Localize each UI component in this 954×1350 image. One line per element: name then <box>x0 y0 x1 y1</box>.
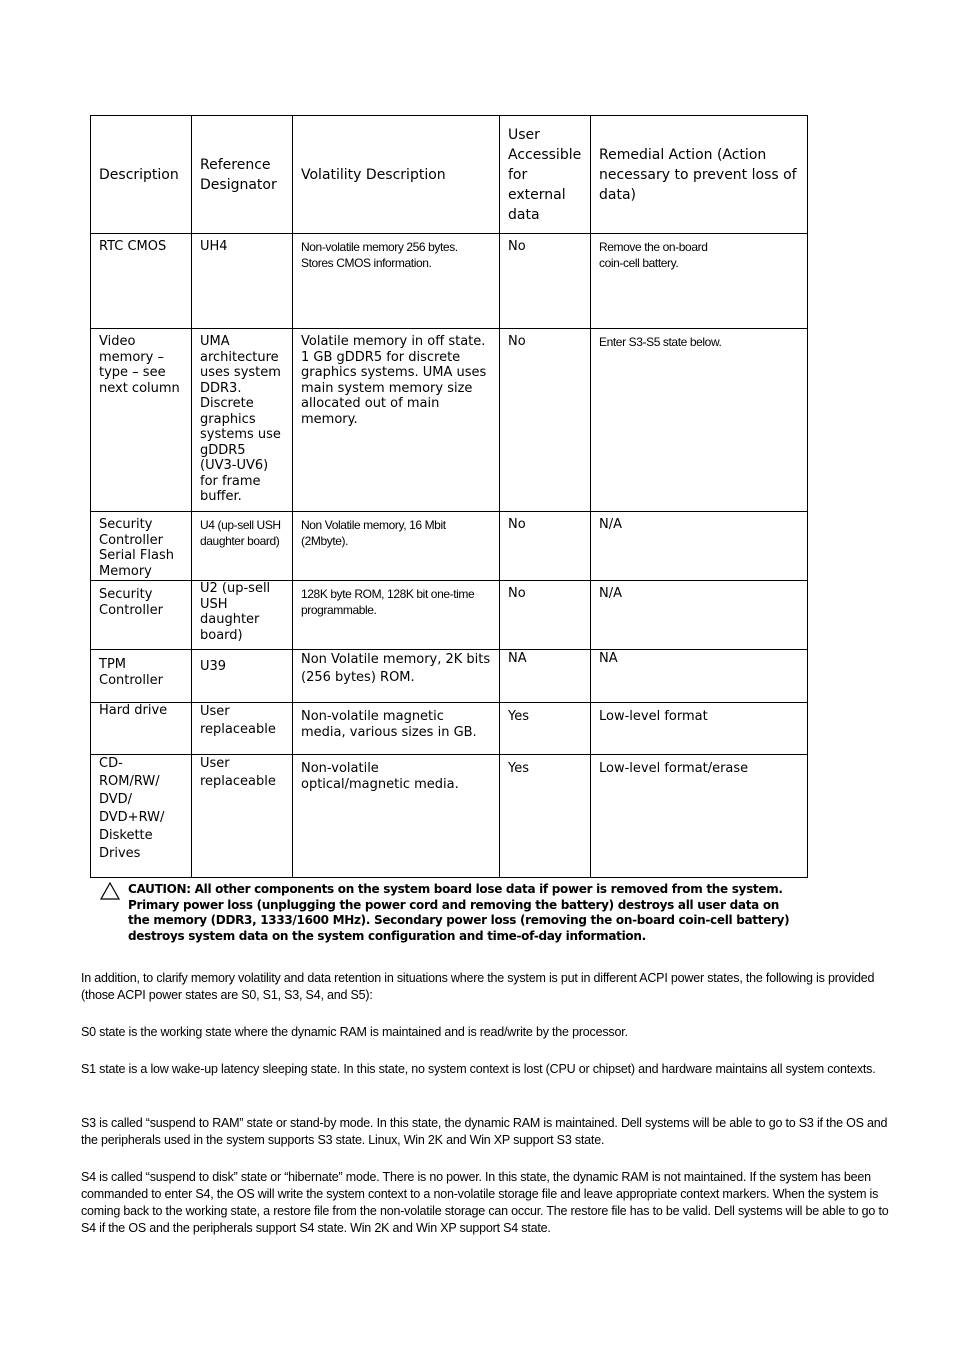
cell-description: Security Controller <box>99 587 163 618</box>
cell-description: Hard drive <box>99 703 168 718</box>
cell-description: Security Controller Serial Flash Memory <box>99 517 174 579</box>
paragraph-s3: S3 is called “suspend to RAM” state or stand-by mode. In this state, the dynamic RAM is maintained. Dell systems will be able to go to S3 if the OS and the peripherals used in the system supports S3 state. Linux, Win 2K and Win XP support S3 state. <box>81 1116 888 1147</box>
header-user-accessible: User Accessible for external data <box>500 116 591 234</box>
cell-user-accessible: Yes <box>508 761 529 776</box>
cell-volatility: 128K byte ROM, 128K bit one-time programmable. <box>301 587 475 617</box>
header-description: Description <box>91 116 192 234</box>
paragraph-s1: S1 state is a low wake-up latency sleeping state. In this state, no system context is lost (CPU or chipset) and hardware maintains all system contexts. <box>81 1062 876 1076</box>
table-row <box>91 581 808 650</box>
cell-volatility: Non-volatile memory 256 bytes. Stores CMOS information. <box>301 240 458 270</box>
cell-volatility: Volatile memory in off state. 1 GB gDDR5 for discrete graphics systems. UMA uses main system memory size allocated out of main memory. <box>301 334 487 427</box>
paragraph-s0: S0 state is the working state where the dynamic RAM is maintained and is read/write by the processor. <box>81 1025 628 1039</box>
caution-text: CAUTION: All other components on the system board lose data if power is removed from the system. Primary power loss (unplugging the power cord and removing the battery) destroys all user data on the memory (DDR3, 1333/1600 MHz). Secondary power loss (removing the on-board coin-cell battery) destroys system data on the system configuration and time-of-day information. <box>128 882 790 943</box>
table-row <box>91 650 808 703</box>
cell-volatility: Non Volatile memory, 16 Mbit (2Mbyte). <box>301 518 446 548</box>
cell-user-accessible: NA <box>508 651 527 666</box>
cell-remedial: N/A <box>599 586 622 601</box>
cell-volatility: Non Volatile memory, 2K bits (256 bytes) ROM. <box>301 652 491 685</box>
cell-description: CD-ROM/RW/ DVD/ DVD+RW/ Diskette Drives <box>99 756 165 861</box>
caution-triangle-icon <box>100 882 120 900</box>
table-row <box>91 512 808 581</box>
header-volatility-description: Volatility Description <box>293 116 500 234</box>
cell-user-accessible: No <box>508 239 526 254</box>
cell-remedial: Low-level format <box>599 709 708 724</box>
cell-volatility: Non-volatile optical/magnetic media. <box>301 761 459 792</box>
cell-user-accessible: No <box>508 586 526 601</box>
cell-designator: U2 (up-sell USH daughter board) <box>200 581 271 643</box>
table-row <box>91 329 808 512</box>
cell-remedial: NA <box>599 651 618 666</box>
cell-remedial: Low-level format/erase <box>599 761 749 776</box>
cell-designator: UMA architecture uses system DDR3. Discrete graphics systems use gDDR5 (UV3-UV6) for frame buffer. <box>200 334 281 504</box>
table-row <box>91 703 808 755</box>
cell-remedial: Remove the on-board coin-cell battery. <box>599 240 708 270</box>
cell-remedial: N/A <box>599 517 622 532</box>
cell-designator: U39 <box>200 659 227 674</box>
paragraph-s4: S4 is called “suspend to disk” state or “hibernate” mode. There is no power. In this state, the dynamic RAM is not maintained. If the system has been commanded to enter S4, the OS will write the system context to a non-volatile storage file and leave appropriate context markers. When the system is coming back to the working state, a restore file from the non-volatile storage can occur. The restore file has to be valid. Dell systems will be able to go to S4 if the OS and the peripherals support S4 state. Win 2K and Win XP support S4 state. <box>81 1170 889 1235</box>
paragraph-acpi-intro: In addition, to clarify memory volatility and data retention in situations where the system is put in different ACPI power states, the following is provided (those ACPI power states are S0, S1, S3, S4, and S5): <box>81 971 875 1002</box>
cell-designator: U4 (up-sell USH daughter board) <box>200 518 281 548</box>
volatility-table <box>90 115 808 878</box>
cell-volatility: Non-volatile magnetic media, various sizes in GB. <box>301 709 477 740</box>
cell-description: RTC CMOS <box>99 239 167 254</box>
cell-description: TPM Controller <box>99 657 163 688</box>
cell-user-accessible: Yes <box>508 709 529 724</box>
cell-description: Video memory – type – see next column <box>99 334 180 396</box>
table-row <box>91 234 808 329</box>
cell-user-accessible: No <box>508 334 526 349</box>
table-header-row <box>91 116 808 234</box>
header-reference-designator: Reference Designator <box>192 116 293 234</box>
table-row <box>91 755 808 878</box>
cell-remedial: Enter S3-S5 state below. <box>599 335 722 349</box>
header-remedial-action: Remedial Action (Action necessary to prevent loss of data) <box>591 116 808 234</box>
cell-designator: UH4 <box>200 239 228 254</box>
cell-user-accessible: No <box>508 517 526 532</box>
cell-designator: User replaceable <box>200 756 276 789</box>
cell-designator: User replaceable <box>200 704 276 737</box>
